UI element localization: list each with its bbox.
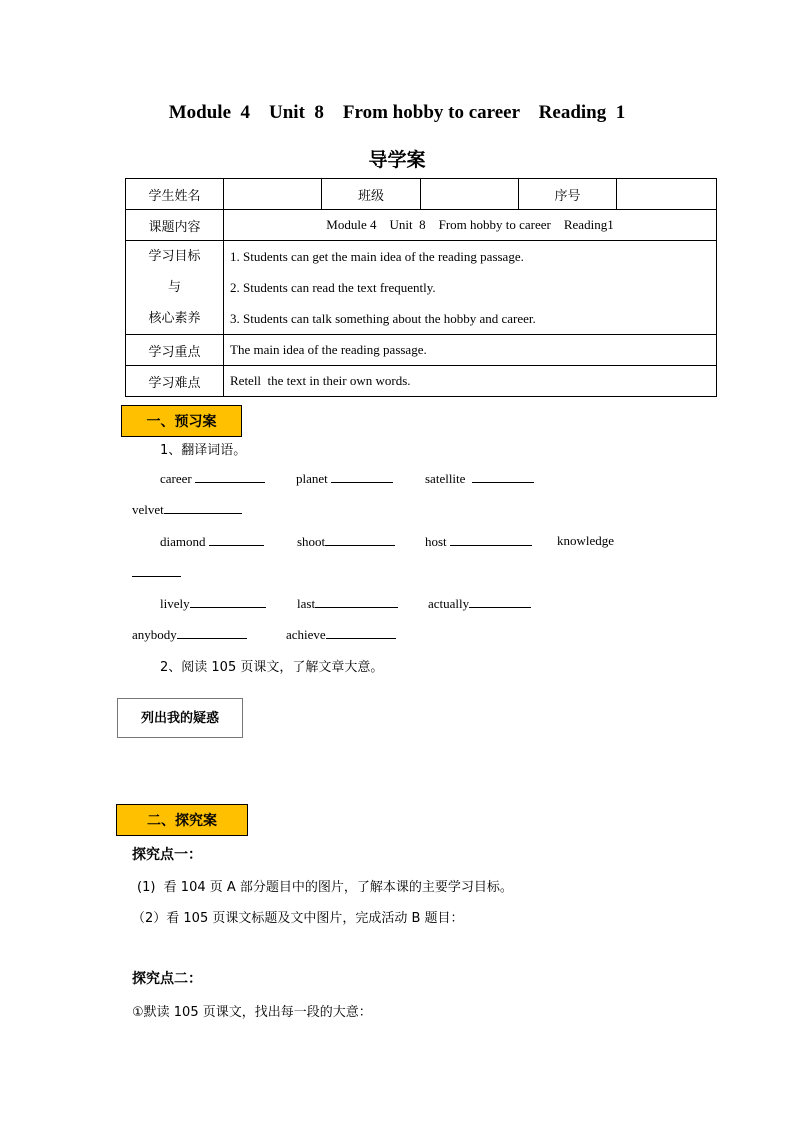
vocab-item (132, 564, 181, 581)
vocab-word: velvet (132, 502, 164, 517)
vocab-word: last (297, 596, 316, 611)
table-row (126, 210, 717, 241)
explore-item-1: (1) 看 104 页 A 部分题目中的图片，了解本课的主要学习目标。 (137, 880, 513, 895)
goal-item: 3. Students can talk something about the hobby and career. (230, 311, 536, 326)
vocab-word: shoot (297, 534, 326, 549)
difficulty-value: Retell the text in their own words. (224, 366, 717, 397)
task-read: 2、阅读 105 页课文，了解文章大意。 (160, 660, 384, 675)
answer-blank[interactable] (450, 533, 532, 546)
answer-blank[interactable] (195, 470, 265, 483)
vocab-item (297, 533, 395, 550)
student-name-label: 学生姓名 (126, 179, 224, 210)
topic-label: 课题内容 (126, 210, 224, 241)
vocab-word: actually (428, 596, 470, 611)
vocab-item (160, 533, 264, 550)
answer-blank[interactable] (472, 470, 534, 483)
page-subtitle: 导学案 (368, 149, 426, 171)
table-row (126, 335, 717, 366)
difficulty-label: 学习难点 (126, 366, 224, 397)
answer-blank[interactable] (325, 533, 395, 546)
key-value: The main idea of the reading passage. (224, 335, 717, 366)
answer-blank[interactable] (177, 626, 247, 639)
vocab-word: host (425, 534, 447, 549)
table-row (126, 179, 717, 210)
goals-label (126, 241, 224, 335)
table-row (126, 366, 717, 397)
vocab-item (286, 626, 396, 643)
seat-label: 序号 (519, 179, 617, 210)
goals-list (224, 241, 717, 335)
vocab-item (425, 533, 532, 550)
class-field[interactable] (421, 179, 519, 210)
table-row (126, 241, 717, 335)
doubt-box: 列出我的疑惑 (117, 698, 243, 738)
vocab-item (428, 595, 531, 612)
page-title: Module 4 Unit 8 From hobby to career Reading 1 (168, 102, 626, 123)
explore-item-3: ①默读 105 页课文，找出每一段的大意： (132, 1005, 372, 1020)
answer-blank[interactable] (164, 501, 242, 514)
vocab-word: knowledge (557, 533, 615, 548)
answer-blank[interactable] (315, 595, 398, 608)
explore-item-2: （2）看 105 页课文标题及文中图片，完成活动 B 题目： (132, 911, 464, 926)
vocab-word: lively (160, 596, 190, 611)
explore-point-1: 探究点一： (132, 847, 202, 863)
goals-label-line: 核心素养 (148, 311, 201, 326)
key-label: 学习重点 (126, 335, 224, 366)
answer-blank[interactable] (132, 564, 181, 577)
goal-item: 2. Students can read the text frequently. (230, 280, 436, 295)
info-table (125, 178, 717, 397)
answer-blank[interactable] (469, 595, 531, 608)
goal-item: 1. Students can get the main idea of the reading passage. (230, 249, 524, 264)
vocab-word: satellite (425, 471, 466, 486)
vocab-item (132, 626, 247, 643)
answer-blank[interactable] (331, 470, 393, 483)
vocab-item (297, 595, 398, 612)
explore-point-2: 探究点二： (132, 971, 202, 987)
seat-field[interactable] (617, 179, 717, 210)
vocab-item (160, 595, 266, 612)
vocab-word: diamond (160, 534, 206, 549)
vocab-item (132, 501, 242, 518)
answer-blank[interactable] (326, 626, 396, 639)
answer-blank[interactable] (209, 533, 264, 546)
class-label: 班级 (322, 179, 421, 210)
explore-header: 二、探究案 (116, 804, 248, 836)
vocab-word: career (160, 471, 192, 486)
vocab-word: planet (296, 471, 328, 486)
student-name-field[interactable] (224, 179, 322, 210)
preview-header: 一、预习案 (121, 405, 242, 437)
vocab-word: achieve (286, 627, 326, 642)
vocab-word: anybody (132, 627, 177, 642)
vocab-item (160, 470, 265, 487)
vocab-item (296, 470, 393, 487)
task-translate: 1、翻译词语。 (160, 443, 247, 458)
topic-value: Module 4 Unit 8 From hobby to career Reading1 (224, 210, 717, 241)
goals-label-line: 与 (167, 280, 181, 295)
vocab-item (425, 470, 534, 487)
answer-blank[interactable] (190, 595, 266, 608)
goals-label-line: 学习目标 (148, 249, 201, 264)
